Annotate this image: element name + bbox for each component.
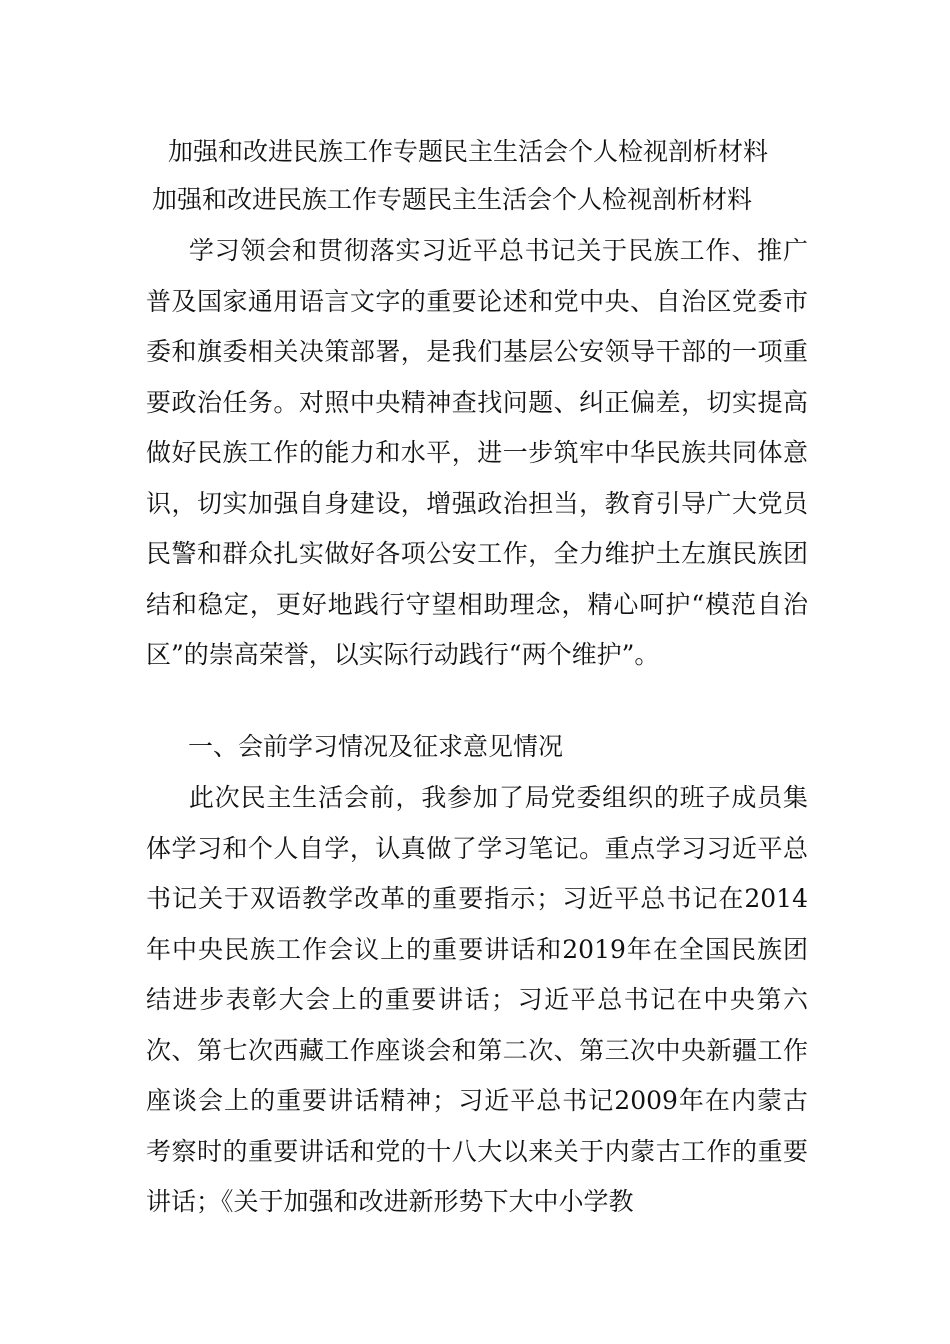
section-heading	[146, 722, 808, 773]
section-heading-text: 一、会前学习情况及征求意见情况	[188, 732, 564, 761]
body-paragraph	[146, 773, 808, 1228]
document-title: 加强和改进民族工作专题民主生活会个人检视剖析材料	[168, 137, 769, 166]
intro-paragraph-text: 学习领会和贯彻落实习近平总书记关于民族工作、推广普及国家通用语言文字的重要论述和党中央、自治区党委市委和旗委相关决策部署，是我们基层公安领导干部的一项重要政治任务。对照中央精神查找问题、纠正偏差，切实提高做好民族工作的能力和水平，进一步筑牢中华民族共同体意识，切实加强自身建设，增强政治担当，教育引导广大党员民警和群众扎实做好各项公安工作，全力维护土左旗民族团结和稳定，更好地践行守望相助理念，精心呵护“模范自治区”的崇高荣誉，以实际行动践行“两个维护”。	[146, 236, 808, 669]
body-paragraph-text: 此次民主生活会前，我参加了局党委组织的班子成员集体学习和个人自学，认真做了学习笔记。重点学习习近平总书记关于双语教学改革的重要指示；习近平总书记在2014年中央民族工作会议上的重要讲话和2019年在全国民族团结进步表彰大会上的重要讲话；习近平总书记在中央第六次、第七次西藏工作座谈会和第二次、第三次中央新疆工作座谈会上的重要讲话精神；习近平总书记2009年在内蒙古考察时的重要讲话和党的十八大以来关于内蒙古工作的重要讲话；《关于加强和改进新形势下大中小学教	[146, 783, 808, 1216]
intro-paragraph	[146, 226, 808, 681]
document-subtitle: 加强和改进民族工作专题民主生活会个人检视剖析材料	[152, 185, 753, 214]
